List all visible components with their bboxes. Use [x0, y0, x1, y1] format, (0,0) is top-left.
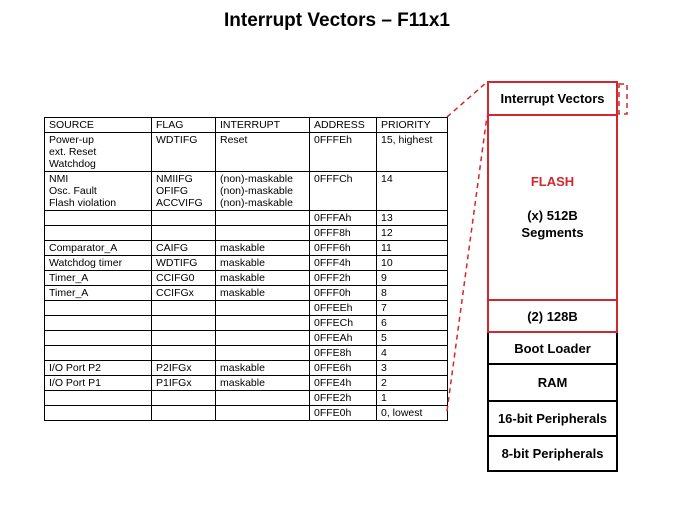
cell-source-line: Power-up	[49, 134, 94, 146]
cell-address: 0FFF2h	[310, 271, 377, 286]
cell-interrupt-line: Reset	[220, 134, 248, 146]
cell-source-line: Timer_A	[49, 287, 89, 299]
cell-address: 0FFFEh	[310, 133, 377, 172]
flash-segments-label: Segments	[521, 225, 584, 240]
cell-address: 0FFF0h	[310, 286, 377, 301]
cell-priority: 4	[377, 346, 448, 361]
header-interrupt: INTERRUPT	[216, 118, 310, 133]
ram-label: RAM	[537, 375, 568, 390]
cell-flag-line: WDTIFG	[156, 257, 198, 269]
cell-source-line: Flash violation	[49, 197, 117, 209]
boot-loader-block	[487, 333, 618, 365]
memory-map	[487, 81, 618, 472]
cell-priority: 9	[377, 271, 448, 286]
cell-address: 0FFE0h	[310, 406, 377, 421]
cell-address: 0FFEEh	[310, 301, 377, 316]
interrupt-vectors-label: Interrupt Vectors	[500, 91, 605, 106]
cell-priority: 1	[377, 391, 448, 406]
cell-flag-line: P1IFGx	[156, 377, 192, 389]
flash-block	[487, 116, 618, 301]
cell-flag-line: P2IFGx	[156, 362, 192, 374]
zoom-highlight-box	[619, 84, 627, 114]
periph16-block	[487, 402, 618, 437]
cell-address: 0FFECh	[310, 316, 377, 331]
cell-address: 0FFE6h	[310, 361, 377, 376]
cell-interrupt-line: (non)-maskable	[220, 173, 293, 185]
periph16-label: 16-bit Peripherals	[497, 411, 608, 426]
cell-flag-line: ACCVIFG	[156, 197, 203, 209]
cell-priority: 7	[377, 301, 448, 316]
cell-priority: 12	[377, 226, 448, 241]
cell-priority: 14	[377, 172, 448, 211]
boot-loader-label: Boot Loader	[514, 340, 591, 356]
cell-source-line: Watchdog timer	[49, 257, 123, 269]
cell-flag-line: CCIFG0	[156, 272, 195, 284]
cell-interrupt-line: maskable	[220, 377, 265, 389]
flash-title: FLASH	[530, 174, 575, 189]
zoom-line-top	[447, 82, 487, 117]
cell-address: 0FFF8h	[310, 226, 377, 241]
cell-flag-line: CCIFGx	[156, 287, 194, 299]
cell-address: 0FFEAh	[310, 331, 377, 346]
zoom-line-bottom	[447, 116, 487, 411]
header-priority: PRIORITY	[377, 118, 448, 133]
cell-priority: 10	[377, 256, 448, 271]
cell-flag-line: OFIFG	[156, 185, 189, 197]
cell-interrupt-line: maskable	[220, 362, 265, 374]
flash-size-label: (x) 512B	[527, 208, 578, 223]
cell-interrupt-line: maskable	[220, 242, 265, 254]
cell-interrupt-line: (non)-maskable	[220, 185, 293, 197]
cell-address: 0FFF6h	[310, 241, 377, 256]
cell-address: 0FFE4h	[310, 376, 377, 391]
cell-interrupt-line: (non)-maskable	[220, 197, 293, 209]
cell-priority: 0, lowest	[377, 406, 448, 421]
interrupt-vectors-block	[487, 81, 618, 116]
cell-flag-line: NMIIFG	[156, 173, 193, 185]
ram-block	[487, 365, 618, 402]
cell-interrupt-line: maskable	[220, 257, 265, 269]
cell-priority: 6	[377, 316, 448, 331]
cell-flag-line: CAIFG	[156, 242, 189, 254]
periph8-block	[487, 437, 618, 472]
cell-source-line: I/O Port P2	[49, 362, 101, 374]
cell-priority: 2	[377, 376, 448, 391]
cell-source-line: Timer_A	[49, 272, 89, 284]
cell-address: 0FFE2h	[310, 391, 377, 406]
cell-address: 0FFFAh	[310, 211, 377, 226]
header-flag: FLAG	[152, 118, 216, 133]
periph8-label: 8-bit Peripherals	[501, 446, 604, 461]
page-title: Interrupt Vectors – F11x1	[224, 10, 450, 31]
cell-source-line: NMI	[49, 173, 69, 185]
cell-priority: 8	[377, 286, 448, 301]
cell-interrupt-line: maskable	[220, 287, 265, 299]
cell-source-line: Comparator_A	[49, 242, 118, 254]
cell-address: 0FFFCh	[310, 172, 377, 211]
info-flash-block	[487, 301, 618, 333]
cell-source-line: I/O Port P1	[49, 377, 101, 389]
header-address: ADDRESS	[310, 118, 377, 133]
cell-source-line: Watchdog	[49, 158, 96, 170]
cell-priority: 13	[377, 211, 448, 226]
cell-address: 0FFF4h	[310, 256, 377, 271]
cell-source-line: ext. Reset	[49, 146, 97, 158]
cell-source-line: Osc. Fault	[49, 185, 97, 197]
cell-priority: 3	[377, 361, 448, 376]
cell-priority: 11	[377, 241, 448, 256]
cell-flag-line: WDTIFG	[156, 134, 198, 146]
cell-interrupt-line: maskable	[220, 272, 265, 284]
info-flash-label: (2) 128B	[527, 308, 578, 324]
cell-priority: 15, highest	[377, 133, 448, 172]
header-source: SOURCE	[45, 118, 152, 133]
cell-address: 0FFE8h	[310, 346, 377, 361]
cell-priority: 5	[377, 331, 448, 346]
